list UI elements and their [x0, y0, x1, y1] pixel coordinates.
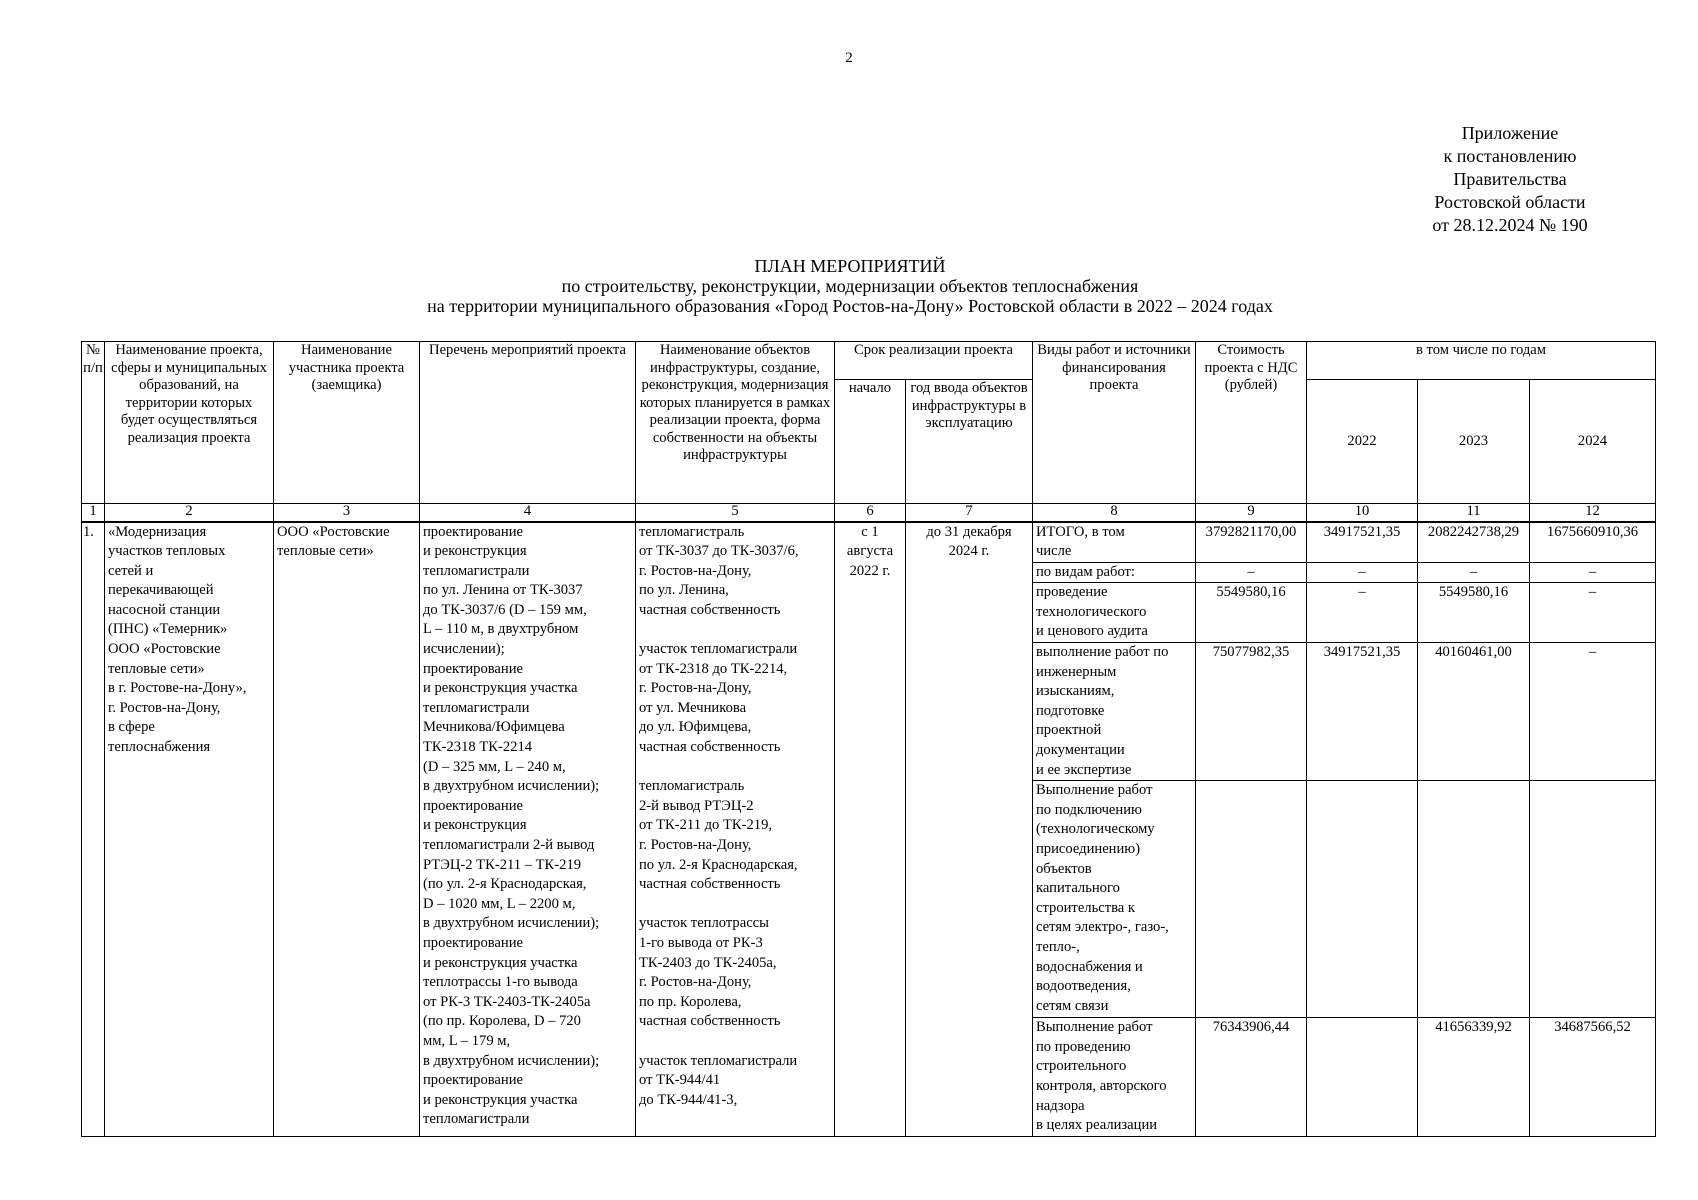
cell-text-line: Выполнение работ [1036, 1019, 1153, 1036]
cell-text-line: 2022 г. [849, 562, 891, 579]
cell-text-line: теплотрассы 1-го вывода [423, 974, 578, 991]
cell-text-line: технологического [1036, 603, 1147, 620]
cell-text-line: строительного [1036, 1058, 1127, 1075]
header-year-2022: 2022 [1307, 380, 1418, 504]
cell-text-line: по проведению [1036, 1038, 1131, 1055]
cell-text-line: от ТК-944/41 [639, 1072, 721, 1089]
cell-text-line: мм, L – 179 м, [423, 1032, 511, 1049]
cell-text-line: (D – 325 мм, L – 240 м, [423, 758, 566, 775]
cost-cell: 76343906,44 [1196, 1018, 1307, 1137]
cell-text-line: ИТОГО, в том [1036, 523, 1125, 540]
cell-text-line: участок теплотрассы [639, 915, 769, 932]
cell-text-line: документации [1036, 742, 1125, 759]
measures-plan-table [81, 341, 1656, 1137]
header-by-years: в том числе по годам [1307, 342, 1656, 380]
cost-cell: – [1196, 562, 1307, 583]
cell-text-line: сетям электро-, газо-, [1036, 919, 1169, 936]
cell-text-line: в двухтрубном исчислении); [423, 1052, 600, 1069]
cell-text-line: и реконструкция [423, 543, 527, 560]
cell-text-line: тепломагистрали [423, 1111, 530, 1128]
header-objects: Наименование объектов инфраструктуры, создание, реконструкция, модернизация которых планируется в рамках реализации проекта, форма собственности на объекты инфраструктуры [636, 342, 835, 504]
work-type-cell [1033, 781, 1196, 1018]
cell-text-line: тепломагистрали 2-й вывод [423, 837, 595, 853]
column-number: 7 [906, 504, 1033, 522]
appendix-line: Приложение [1461, 123, 1559, 143]
header-start: начало [835, 380, 906, 504]
column-number: 2 [105, 504, 274, 522]
year-2023-cell: 5549580,16 [1418, 583, 1530, 643]
cell-text-line: в г. Ростове-на-Дону», [108, 680, 247, 697]
year-2023-cell: 40160461,00 [1418, 643, 1530, 781]
cell-text-line: частная собственность [639, 1013, 781, 1030]
cell-text-line: ТК-2318 ТК-2214 [423, 739, 533, 756]
cell-text-line: от ул. Мечникова [639, 699, 747, 716]
column-number: 3 [274, 504, 420, 522]
cell-text-line: 2024 г. [948, 543, 990, 560]
commissioning-cell [906, 522, 1033, 1137]
cost-cell: 5549580,16 [1196, 583, 1307, 643]
column-number: 8 [1033, 504, 1196, 522]
cell-text-line: надзора [1036, 1097, 1085, 1114]
cell-text-line: по ул. Ленина от ТК-3037 [423, 582, 583, 599]
header-year-2023: 2023 [1418, 380, 1530, 504]
cost-cell: 75077982,35 [1196, 643, 1307, 781]
title-main: ПЛАН МЕРОПРИЯТИЙ [754, 256, 946, 276]
cell-text-line: до ТК-3037/6 (D – 159 мм, [423, 601, 587, 618]
column-number: 6 [835, 504, 906, 522]
year-2022-cell [1307, 1018, 1418, 1137]
header-works: Виды работ и источники финансирования проекта [1033, 342, 1196, 504]
title-line: по строительству, реконструкции, модернизации объектов теплоснабжения [561, 276, 1139, 296]
row-number: 1. [82, 522, 105, 1137]
cell-text-line: строительства к [1036, 899, 1135, 916]
year-2023-cell: – [1418, 562, 1530, 583]
cell-text-line: г. Ростов-на-Дону, [639, 974, 752, 991]
cell-text-line: участок тепломагистрали [639, 641, 798, 658]
cell-text-line: до ТК-944/41-3, [639, 1091, 738, 1108]
year-2024-cell: 1675660910,36 [1530, 522, 1656, 563]
project-name-cell [105, 522, 274, 1137]
appendix-line: Правительства [1453, 169, 1567, 189]
cell-text-line: Мечникова/Юфимцева [423, 719, 565, 736]
cell-text-line: 2-й вывод РТЭЦ-2 [639, 797, 754, 814]
cell-text-line: сетям связи [1036, 997, 1109, 1014]
cell-text-line: ООО «Ростовские [108, 641, 221, 658]
year-2023-cell [1418, 781, 1530, 1018]
cell-text-line: проектирование [423, 523, 524, 540]
cell-text-line: проектирование [423, 797, 524, 814]
cell-text-line: L – 110 м, в двухтрубном [423, 621, 579, 638]
cell-text-line: в двухтрубном исчислении); [423, 778, 600, 795]
column-number: 9 [1196, 504, 1307, 522]
cell-text-line: тепловые сети» [277, 543, 374, 560]
year-2024-cell: – [1530, 643, 1656, 781]
header-project: Наименование проекта, сферы и муниципальных образований, на территории которых будет осуществляться реализация проекта [105, 342, 274, 504]
cell-text-line: исчислении); [423, 641, 505, 658]
cell-text-line: теплоснабжения [108, 739, 211, 756]
year-2022-cell: – [1307, 583, 1418, 643]
year-2024-cell: 34687566,52 [1530, 1018, 1656, 1137]
document-title [250, 256, 1450, 316]
cell-text-line: и реконструкция [423, 817, 527, 834]
year-2022-cell [1307, 781, 1418, 1018]
column-number: 11 [1418, 504, 1530, 522]
header-cost: Стоимость проекта с НДС (рублей) [1196, 342, 1307, 504]
cell-text-line: присоединению) [1036, 841, 1141, 857]
cell-text-line: от РК-3 ТК-2403-ТК-2405а [423, 993, 591, 1010]
cell-text-line: в целях реализации [1036, 1117, 1158, 1134]
cell-text-line: с 1 [861, 523, 879, 540]
cell-text-line: ТК-2403 до ТК-2405а, [639, 954, 777, 971]
group-spacer [639, 895, 831, 915]
cell-text-line: капитального [1036, 880, 1120, 897]
cell-text-line: (ПНС) «Темерник» [108, 621, 228, 638]
measures-list-cell [420, 522, 636, 1137]
group-spacer [639, 758, 831, 778]
cell-text-line: изысканиям, [1036, 683, 1115, 700]
cost-cell: 3792821170,00 [1196, 522, 1307, 563]
cell-text-line: в сфере [108, 719, 155, 736]
cell-text-line: г. Ростов-на-Дону, [639, 562, 752, 579]
work-type-cell [1033, 562, 1196, 583]
cell-text-line: и реконструкция участка [423, 954, 578, 971]
page-number: 2 [845, 50, 853, 66]
infrastructure-objects-cell [636, 522, 835, 1137]
title-line: на территории муниципального образования «Город Ростов-на-Дону» Ростовской области в 2022 – 2024 годах [427, 296, 1273, 316]
cell-text-line: ООО «Ростовские [277, 523, 390, 540]
cell-text-line: от ТК-3037 до ТК-3037/6, [639, 543, 799, 560]
year-2022-cell: 34917521,35 [1307, 522, 1418, 563]
cell-text-line: сетей и [108, 562, 154, 579]
cell-text-line: насосной станции [108, 601, 221, 618]
group-spacer [639, 620, 831, 640]
cell-text-line: тепловые сети» [108, 660, 205, 677]
cell-text-line: выполнение работ по [1036, 644, 1169, 661]
cell-text-line: тепломагистраль [639, 778, 745, 795]
cell-text-line: по ул. 2-я Краснодарская, [639, 856, 798, 873]
cell-text-line: РТЭЦ-2 ТК-211 – ТК-219 [423, 856, 582, 873]
cell-text-line: проведение [1036, 584, 1108, 601]
cell-text-line: 1-го вывода от РК-3 [639, 934, 763, 951]
cell-text-line: тепломагистрали [423, 699, 530, 716]
cell-text-line: участков тепловых [108, 543, 226, 560]
cell-text-line: перекачивающей [108, 582, 214, 599]
cell-text-line: подготовке [1036, 702, 1105, 719]
participant-cell [274, 522, 420, 1137]
cell-text-line: г. Ростов-на-Дону, [639, 680, 752, 697]
appendix-line: к постановлению [1443, 146, 1577, 166]
cell-text-line: «Модернизация [108, 523, 207, 540]
cell-text-line: участок тепломагистрали [639, 1052, 798, 1069]
appendix-line: от 28.12.2024 № 190 [1432, 215, 1588, 235]
column-number: 10 [1307, 504, 1418, 522]
cell-text-line: числе [1036, 543, 1072, 560]
year-2022-cell: – [1307, 562, 1418, 583]
cell-text-line: D – 1020 мм, L – 2200 м, [423, 895, 576, 912]
header-measures: Перечень мероприятий проекта [420, 342, 636, 504]
cell-text-line: контроля, авторского [1036, 1078, 1167, 1094]
year-2024-cell: – [1530, 562, 1656, 583]
cell-text-line: проектирование [423, 1072, 524, 1089]
column-number: 5 [636, 504, 835, 522]
header-commissioning: год ввода объектов инфраструктуры в эксплуатацию [906, 380, 1033, 504]
year-2023-cell: 41656339,92 [1418, 1018, 1530, 1137]
work-type-cell [1033, 522, 1196, 563]
cell-text-line: в двухтрубном исчислении); [423, 915, 600, 932]
cell-text-line: проектирование [423, 660, 524, 677]
cell-text-line: от ТК-2318 до ТК-2214, [639, 660, 788, 677]
header-num: № п/п [82, 342, 105, 504]
cell-text-line: от ТК-211 до ТК-219, [639, 817, 773, 834]
header-period: Срок реализации проекта [835, 342, 1033, 380]
cell-text-line: августа [846, 543, 894, 560]
cell-text-line: до 31 декабря [926, 523, 1012, 540]
cell-text-line: проектной [1036, 722, 1102, 739]
cell-text-line: тепломагистрали [423, 562, 530, 579]
cell-text-line: и реконструкция участка [423, 680, 578, 697]
appendix-block [1380, 122, 1640, 237]
column-number: 1 [82, 504, 105, 522]
year-2024-cell: – [1530, 583, 1656, 643]
cell-text-line: частная собственность [639, 739, 781, 756]
cell-text-line: (технологическому [1036, 821, 1155, 838]
cell-text-line: тепломагистраль [639, 523, 745, 540]
year-2022-cell: 34917521,35 [1307, 643, 1418, 781]
cell-text-line: г. Ростов-на-Дону, [639, 837, 752, 853]
period-start-cell [835, 522, 906, 1137]
cell-text-line: водоснабжения и [1036, 958, 1143, 975]
cell-text-line: и ценового аудита [1036, 623, 1148, 640]
cell-text-line: проектирование [423, 934, 524, 951]
cell-text-line: частная собственность [639, 876, 781, 893]
cell-text-line: по пр. Королева, [639, 993, 742, 1010]
cell-text-line: и ее экспертизе [1036, 761, 1132, 778]
work-type-cell [1033, 643, 1196, 781]
cell-text-line: водоотведения, [1036, 978, 1131, 995]
cell-text-line: до ул. Юфимцева, [639, 719, 752, 736]
cell-text-line: г. Ростов-на-Дону, [108, 699, 221, 716]
cell-text-line: тепло-, [1036, 938, 1080, 955]
cell-text-line: (по ул. 2-я Краснодарская, [423, 876, 587, 893]
cell-text-line: по ул. Ленина, [639, 582, 729, 599]
header-year-2024: 2024 [1530, 380, 1656, 504]
cell-text-line: (по пр. Королева, D – 720 [423, 1013, 581, 1030]
year-2023-cell: 2082242738,29 [1418, 522, 1530, 563]
year-2024-cell [1530, 781, 1656, 1018]
column-number: 4 [420, 504, 636, 522]
cell-text-line: по подключению [1036, 801, 1142, 818]
cell-text-line: по видам работ: [1036, 563, 1135, 580]
group-spacer [639, 1032, 831, 1052]
header-participant: Наименование участника проекта (заемщика) [274, 342, 420, 504]
work-type-cell [1033, 583, 1196, 643]
cell-text-line: частная собственность [639, 601, 781, 618]
cell-text-line: и реконструкция участка [423, 1091, 578, 1108]
cell-text-line: инженерным [1036, 663, 1117, 680]
appendix-line: Ростовской области [1434, 192, 1586, 212]
column-number: 12 [1530, 504, 1656, 522]
work-type-cell [1033, 1018, 1196, 1137]
cost-cell [1196, 781, 1307, 1018]
cell-text-line: Выполнение работ [1036, 782, 1153, 799]
cell-text-line: объектов [1036, 860, 1092, 877]
